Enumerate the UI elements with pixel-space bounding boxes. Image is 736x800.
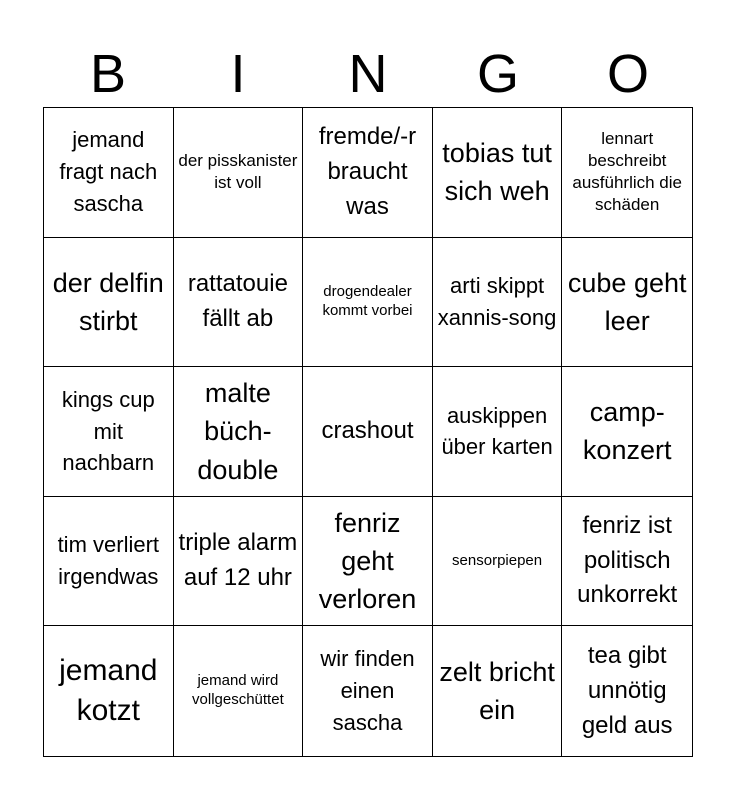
bingo-header (43, 40, 693, 108)
cell-label: malte büch-double (197, 378, 279, 485)
bingo-cell[interactable] (433, 367, 563, 497)
bingo-cell[interactable] (174, 367, 304, 497)
cell-label: jemand fragt nach sascha (59, 127, 158, 217)
cell-label: triple alarm auf 12 uhr (178, 529, 298, 592)
cell-label: zelt bricht ein (439, 656, 555, 726)
cell-label: fremde/-r braucht was (318, 123, 417, 220)
header-letter-i: I (230, 44, 246, 104)
cell-label: cube geht leer (567, 267, 687, 336)
bingo-cell[interactable] (174, 497, 304, 627)
bingo-cell[interactable] (562, 367, 692, 497)
cell-label: fenriz geht verloren (318, 507, 417, 615)
bingo-cell[interactable] (562, 238, 692, 368)
bingo-cell[interactable] (303, 626, 433, 756)
header-letter-n: N (348, 44, 388, 104)
cell-label: sensorpiepen (452, 551, 543, 569)
cell-label: fenriz ist politisch unkorrekt (577, 511, 678, 609)
header-letter-g: G (476, 44, 519, 104)
bingo-cell[interactable] (433, 238, 563, 368)
bingo-cell[interactable] (174, 108, 304, 238)
cell-label: tobias tut sich weh (442, 137, 552, 207)
bingo-cell[interactable] (44, 497, 174, 627)
cell-label: jemand kotzt (59, 653, 158, 728)
bingo-cell[interactable] (303, 238, 433, 368)
cell-label: tea gibt unnötig geld aus (581, 642, 673, 739)
bingo-cell[interactable] (303, 108, 433, 238)
header-letter-o: O (606, 44, 649, 104)
bingo-cell[interactable] (174, 238, 304, 368)
cell-label: der pisskanister ist voll (178, 151, 298, 193)
bingo-cell[interactable] (433, 497, 563, 627)
bingo-cell[interactable] (562, 626, 692, 756)
bingo-cell[interactable] (303, 497, 433, 627)
bingo-cell[interactable] (174, 626, 304, 756)
cell-label: drogendealer kommt vorbei (322, 283, 413, 319)
cell-label: lennart beschreibt ausführlich die schäden (572, 129, 682, 215)
bingo-cell[interactable] (44, 108, 174, 238)
bingo-cell[interactable] (433, 626, 563, 756)
cell-label: auskippen über karten (441, 402, 553, 460)
cell-label: rattatouie fällt ab (187, 270, 288, 332)
cell-label: arti skippt xannis-song (437, 273, 557, 330)
bingo-cell[interactable] (303, 367, 433, 497)
bingo-cell[interactable] (44, 238, 174, 368)
bingo-board (43, 107, 693, 757)
header-letter-b: B (89, 44, 127, 104)
cell-label: wir finden einen sascha (320, 646, 415, 736)
bingo-cell[interactable] (44, 626, 174, 756)
bingo-cell[interactable] (44, 367, 174, 497)
cell-label: der delfin stirbt (52, 267, 164, 336)
cell-label: camp-konzert (582, 397, 672, 466)
cell-label: crashout (321, 417, 414, 445)
cell-label: tim verliert irgendwas (57, 532, 160, 590)
cell-label: jemand wird vollgeschüttet (192, 672, 284, 709)
cell-label: kings cup mit nachbarn (61, 386, 155, 476)
bingo-cell[interactable] (433, 108, 563, 238)
bingo-cell[interactable] (562, 108, 692, 238)
bingo-cell[interactable] (562, 497, 692, 627)
